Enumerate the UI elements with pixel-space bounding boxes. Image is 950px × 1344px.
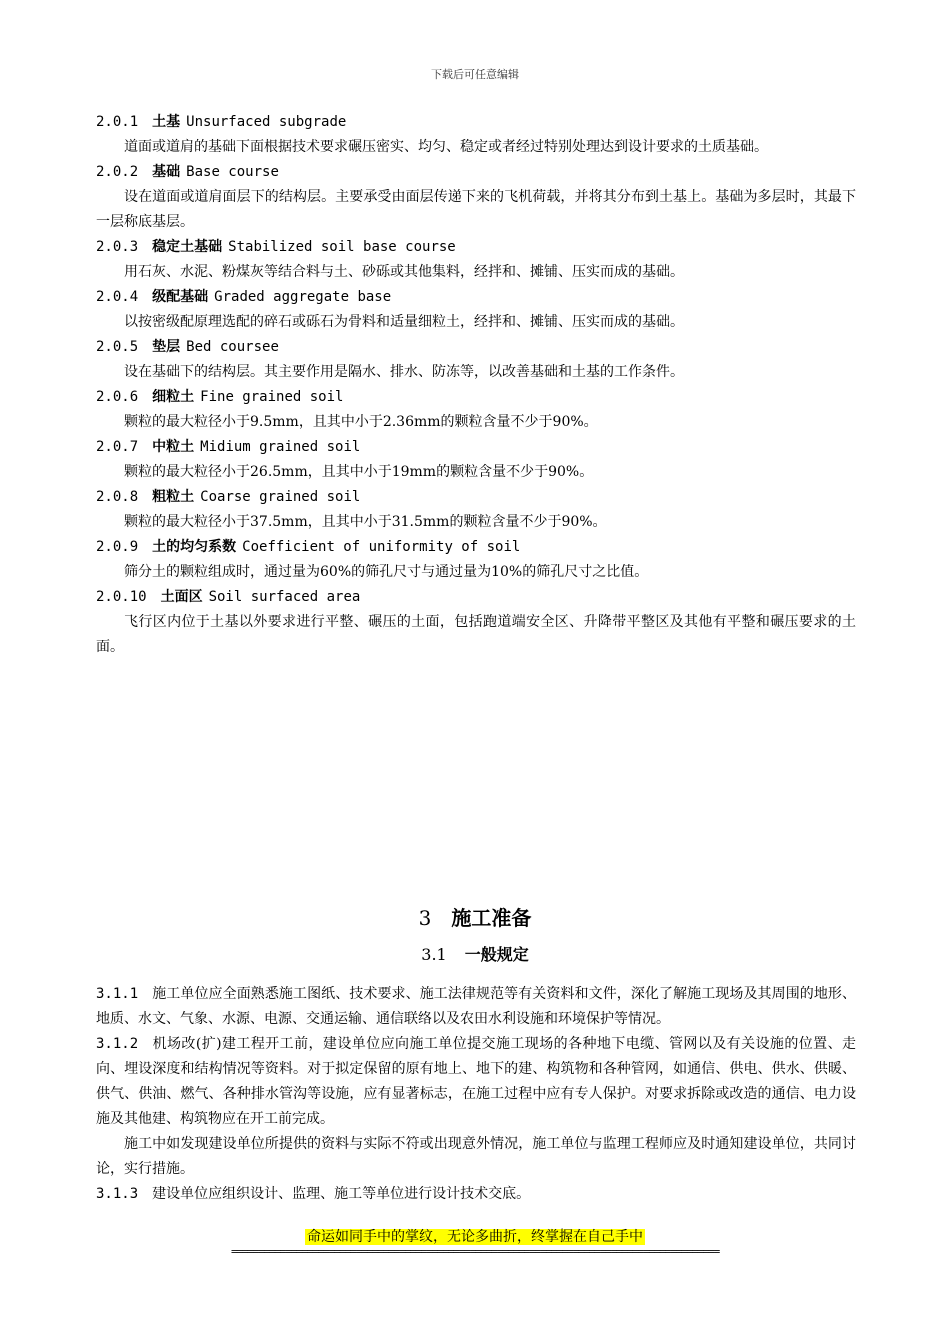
term-number: 2.0.9 — [96, 539, 139, 555]
term-chinese: 垫层 — [152, 339, 181, 355]
term-number: 2.0.1 — [96, 114, 139, 130]
clause-number: 3.1.2 — [96, 1036, 139, 1052]
definition-2-0-8 — [96, 485, 856, 535]
clause-text: 施工单位应全面熟悉施工图纸、技术要求、施工法律规范等有关资料和文件，深化了解施工现场及其周围的地形、地质、水文、气象、水源、电源、交通运输、通信联络以及农田水利设施和环境保护等情况。 — [96, 986, 856, 1027]
term-english: Coarse grained soil — [200, 489, 361, 505]
term-description: 用石灰、水泥、粉煤灰等结合料与土、砂砾或其他集料，经拌和、摊铺、压实而成的基础。 — [124, 264, 684, 280]
term-english: Coefficient of uniformity of soil — [242, 539, 521, 555]
term-chinese: 土基 — [152, 114, 181, 130]
clause-number: 3.1.1 — [96, 986, 139, 1002]
term-description: 颗粒的最大粒径小于37.5mm，且其中小于31.5mm的颗粒含量不少于90%。 — [124, 514, 607, 530]
term-english: Unsurfaced subgrade — [186, 114, 347, 130]
definition-2-0-4 — [96, 285, 856, 335]
clauses-list — [96, 982, 856, 1207]
section-name: 一般规定 — [464, 945, 529, 964]
term-number: 2.0.2 — [96, 164, 139, 180]
definition-2-0-2 — [96, 160, 856, 235]
definitions-list — [96, 110, 856, 660]
chapter-name: 施工准备 — [451, 906, 532, 930]
definition-2-0-5 — [96, 335, 856, 385]
term-english: Soil surfaced area — [208, 589, 361, 605]
term-chinese: 稳定土基础 — [152, 239, 223, 255]
term-number: 2.0.4 — [96, 289, 139, 305]
clause-text: 建设单位应组织设计、监理、施工等单位进行设计技术交底。 — [152, 1186, 531, 1202]
term-description: 设在基础下的结构层。其主要作用是隔水、排水、防冻等，以改善基础和土基的工作条件。 — [124, 364, 684, 380]
term-description: 道面或道肩的基础下面根据技术要求碾压密实、均匀、稳定或者经过特别处理达到设计要求的土质基础。 — [124, 139, 768, 155]
term-chinese: 级配基础 — [152, 289, 209, 305]
chapter-number: 3 — [418, 906, 432, 930]
term-description: 颗粒的最大粒径小于26.5mm，且其中小于19mm的颗粒含量不少于90%。 — [124, 464, 594, 480]
definition-2-0-3 — [96, 235, 856, 285]
page-header: 下载后可任意编辑 — [431, 68, 519, 81]
term-number: 2.0.6 — [96, 389, 139, 405]
clause-text: 机场改(扩)建工程开工前，建设单位应向施工单位提交施工现场的各种地下电缆、管网以及有关设施的位置、走向、埋设深度和结构情况等资料。对于拟定保留的原有地上、地下的建、构筑物和各种管网，如通信、供电、供水、供暖、供气、供油、燃气、各种排水管沟等设施，应有显著标志，在施工过程中应有专人保护。对要求拆除或改造的通信、电力设施及其他建、构筑物应在开工前完成。 — [96, 1036, 856, 1127]
term-chinese: 粗粒土 — [152, 489, 195, 505]
footer-banner-text: 命运如同手中的掌纹，无论多曲折，终掌握在自己手中 — [307, 1229, 643, 1245]
term-description: 以按密级配原理选配的碎石或砾石为骨料和适量细粒土，经拌和、摊铺、压实而成的基础。 — [124, 314, 684, 330]
term-description: 筛分土的颗粒组成时，通过量为60%的筛孔尺寸与通过量为10%的筛孔尺寸之比值。 — [124, 564, 649, 580]
term-number: 2.0.8 — [96, 489, 139, 505]
term-english: Base course — [186, 164, 279, 180]
term-english: Fine grained soil — [200, 389, 344, 405]
term-chinese: 中粒土 — [152, 439, 195, 455]
section-number: 3.1 — [421, 945, 447, 964]
clause-3-1-2 — [96, 1032, 856, 1132]
term-description: 飞行区内位于土基以外要求进行平整、碾压的土面，包括跑道端安全区、升降带平整区及其他有平整和碾压要求的土面。 — [96, 614, 856, 655]
term-english: Stabilized soil base course — [228, 239, 456, 255]
definition-2-0-9 — [96, 535, 856, 585]
clause-3-1-3 — [96, 1182, 856, 1207]
term-chinese: 细粒土 — [152, 389, 195, 405]
term-description: 颗粒的最大粒径小于9.5mm，且其中小于2.36mm的颗粒含量不少于90%。 — [124, 414, 598, 430]
footer-banner — [0, 1226, 950, 1247]
definition-2-0-7 — [96, 435, 856, 485]
definition-2-0-1 — [96, 110, 856, 160]
term-chinese: 基础 — [152, 164, 181, 180]
term-number: 2.0.3 — [96, 239, 139, 255]
term-number: 2.0.7 — [96, 439, 139, 455]
footer-rule: ========================================================================================== — [230, 1245, 720, 1258]
chapter-title — [0, 903, 950, 933]
term-number: 2.0.10 — [96, 589, 147, 605]
term-chinese: 土的均匀系数 — [152, 539, 237, 555]
clause-3-1-2-paragraph: 施工中如发现建设单位所提供的资料与实际不符或出现意外情况，施工单位与监理工程师应及时通知建设单位，共同讨论，实行措施。 — [96, 1136, 856, 1177]
term-english: Bed coursee — [186, 339, 279, 355]
clause-number: 3.1.3 — [96, 1186, 139, 1202]
term-number: 2.0.5 — [96, 339, 139, 355]
term-english: Midium grained soil — [200, 439, 361, 455]
clause-3-1-1 — [96, 982, 856, 1032]
definition-2-0-6 — [96, 385, 856, 435]
term-english: Graded aggregate base — [214, 289, 392, 305]
term-description: 设在道面或道肩面层下的结构层。主要承受由面层传递下来的飞机荷载，并将其分布到土基上。基础为多层时，其最下一层称底基层。 — [96, 189, 856, 230]
term-chinese: 土面区 — [160, 589, 203, 605]
definition-2-0-10 — [96, 585, 856, 660]
section-title — [0, 941, 950, 969]
